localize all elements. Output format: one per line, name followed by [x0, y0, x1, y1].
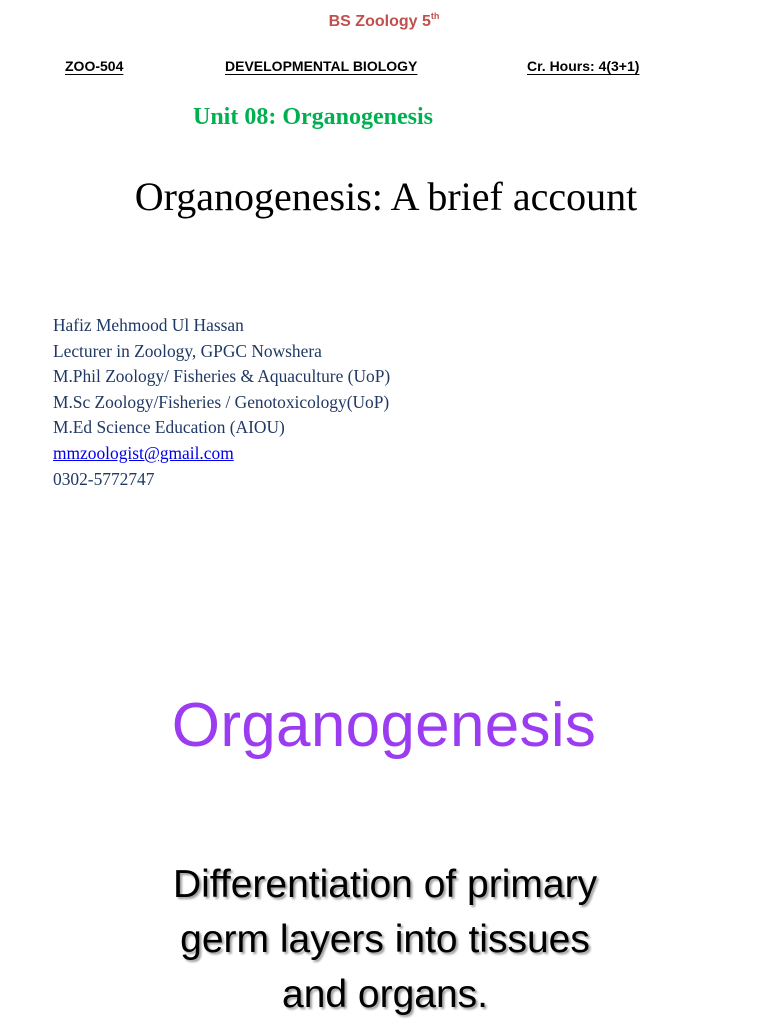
- slide-definition: [130, 857, 640, 1022]
- program-label: [0, 11, 768, 31]
- unit-title: Unit 08: Organogenesis: [193, 104, 433, 130]
- author-qualification: M.Phil Zoology/ Fisheries & Aquaculture (UoP): [53, 366, 391, 387]
- author-qualification: M.Sc Zoology/Fisheries / Genotoxicology(UoP): [53, 391, 390, 412]
- definition-line: and organs.: [282, 973, 488, 1016]
- author-email-link[interactable]: mmzoologist@gmail.com: [53, 442, 234, 463]
- document-title: Organogenesis: A brief account: [134, 174, 638, 219]
- definition-line: Differentiation of primary: [172, 863, 598, 906]
- author-info: [53, 313, 390, 492]
- course-name: DEVELOPMENTAL BIOLOGY: [225, 58, 418, 74]
- document-header: [0, 0, 768, 260]
- program-superscript: th: [430, 11, 440, 21]
- definition-line: germ layers into tissues: [180, 918, 590, 961]
- author-phone: 0302-5772747: [53, 468, 155, 489]
- author-name: Hafiz Mehmood Ul Hassan: [53, 315, 244, 335]
- program-text: BS Zoology 5: [328, 13, 431, 30]
- author-position: Lecturer in Zoology, GPGC Nowshera: [53, 340, 322, 361]
- course-code: ZOO-504: [65, 58, 124, 74]
- credit-hours: Cr. Hours: 4(3+1): [527, 58, 640, 74]
- slide-title: Organogenesis: [171, 691, 597, 760]
- author-qualification: M.Ed Science Education (AIOU): [53, 417, 285, 438]
